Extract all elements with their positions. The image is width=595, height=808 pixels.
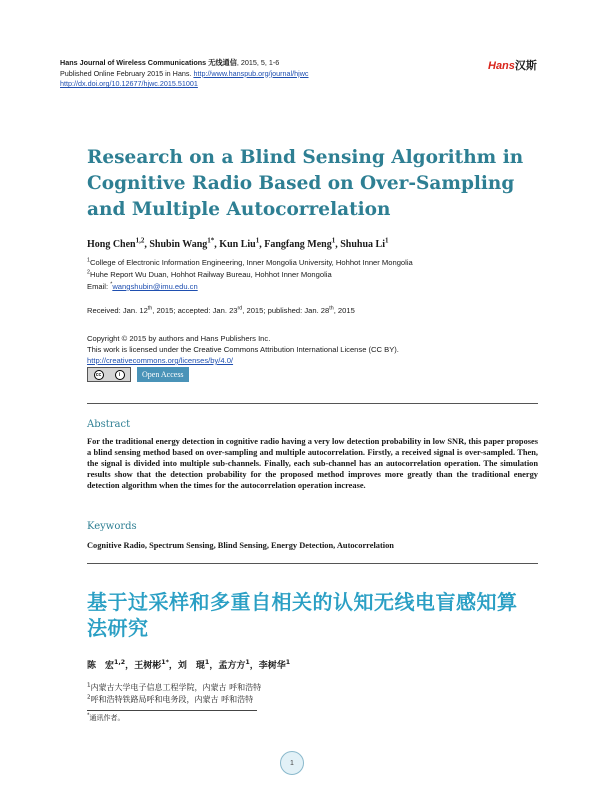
journal-name: Hans Journal of Wireless Communications bbox=[60, 58, 207, 67]
received-date: Received: Jan. 12 bbox=[87, 306, 148, 315]
chinese-affiliation-1 bbox=[87, 682, 261, 694]
author-affil-sup: 1* bbox=[161, 659, 169, 666]
author-affil-sup: 1* bbox=[207, 236, 215, 245]
published-online-text: Published Online February 2015 in Hans. bbox=[60, 68, 192, 78]
published-online-line bbox=[60, 69, 309, 80]
footnote-divider bbox=[87, 710, 257, 711]
license-link[interactable]: http://creativecommons.org/licenses/by/4.0/ bbox=[87, 356, 234, 365]
affil-text: College of Electronic Information Engineering, Inner Mongolia University, Hohhot Inner Mongolia bbox=[89, 258, 413, 267]
chinese-affiliations bbox=[87, 682, 261, 706]
affil-sup: 2 bbox=[87, 694, 91, 701]
affil-sup: 2 bbox=[87, 269, 90, 276]
chinese-title: 基于过采样和多重自相关的认知无线电盲感知算法研究 bbox=[87, 590, 518, 640]
author-affil-sup: 1 bbox=[384, 236, 389, 245]
author-affil-sup: 1 bbox=[285, 659, 291, 666]
published-date: , 2015; published: Jan. 28 bbox=[242, 306, 330, 315]
affil-sup: 1 bbox=[87, 682, 91, 689]
author-affil-sup: 1 bbox=[204, 659, 210, 666]
author-name: 刘 琨 bbox=[177, 661, 205, 671]
license-line: This work is licensed under the Creative Commons Attribution International License (CC BY). bbox=[87, 345, 399, 354]
author-affil-sup: 1,2 bbox=[114, 659, 126, 666]
paper-title: Research on a Blind Sensing Algorithm in Cognitive Radio Based on Over-Sampling and Multiple Autocorrelation bbox=[87, 147, 524, 220]
chinese-affiliation-2 bbox=[87, 694, 261, 706]
email-line bbox=[87, 281, 413, 293]
affil-text: Huhe Report Wu Duan, Hohhot Railway Bureau, Hohhot Inner Mongolia bbox=[89, 270, 332, 279]
section-divider bbox=[87, 403, 538, 404]
doi-line bbox=[60, 79, 309, 90]
date-sup: th bbox=[147, 305, 153, 312]
cc-by-badge[interactable] bbox=[87, 367, 131, 382]
logo-cn: 汉斯 bbox=[514, 60, 537, 72]
date-sup: rd bbox=[237, 305, 243, 312]
author-name: Hong Chen bbox=[87, 239, 136, 250]
publisher-logo bbox=[488, 57, 537, 73]
affiliation-1 bbox=[87, 257, 413, 269]
email-label: Email: bbox=[87, 282, 109, 291]
author-name: 王树彬 bbox=[134, 661, 162, 671]
footnote-text: 通讯作者。 bbox=[89, 714, 125, 722]
affiliations bbox=[87, 257, 413, 293]
corresponding-author-footnote bbox=[87, 713, 124, 723]
section-divider bbox=[87, 563, 538, 564]
author-name: Shubin Wang bbox=[149, 239, 208, 250]
accepted-date: , 2015; accepted: Jan. 23 bbox=[152, 306, 238, 315]
author-name: 李树华 bbox=[258, 661, 286, 671]
abstract-text: For the traditional energy detection in cognitive radio having a very low detection probability in low SNR, this paper proposes a blind sensing method based on over-sampling and multiple autocorrelation. Firstly, a received signal is over-sampled. Then, the signal is divided into multiple sub-channels. Finally, each sub-channel has an autocorrelation operation. The simulation results show that the detection probability for the proposed method improves more greatly than the traditional energy detection algorithm when the times for the autocorrelation operation increase. bbox=[87, 437, 538, 491]
abstract-heading: Abstract bbox=[87, 419, 131, 430]
affil-text: 内蒙古大学电子信息工程学院，内蒙古 呼和浩特 bbox=[90, 683, 262, 692]
open-access-badge[interactable]: Open Access bbox=[137, 367, 189, 382]
author-list: Hong Chen$^{1,2}$, Shubin Wang$^{1*}$, Kun Liu$^1$, Fangfang Meng$^1$, Shuhua Li$^1$ bbox=[87, 236, 389, 250]
keywords-heading: Keywords bbox=[87, 521, 137, 532]
doi-link[interactable]: http://dx.doi.org/10.12677/hjwc.2015.51001 bbox=[60, 79, 198, 88]
logo-brand: Hans bbox=[488, 60, 515, 72]
license-badges bbox=[87, 367, 189, 382]
copyright-line: Copyright © 2015 by authors and Hans Publishers Inc. bbox=[87, 334, 271, 343]
copyright-block bbox=[87, 333, 399, 366]
author-name: 孟方方 bbox=[218, 661, 246, 671]
author-name: 陈 宏 bbox=[87, 661, 115, 671]
affil-text: 呼和浩特铁路局呼和电务段，内蒙古 呼和浩特 bbox=[90, 695, 254, 704]
page-number: 1 bbox=[280, 751, 304, 775]
author-name: Shuhua Li bbox=[340, 239, 385, 250]
author-affil-sup: 1 bbox=[331, 236, 336, 245]
affil-sup: 1 bbox=[87, 257, 90, 264]
cc-icon: cc bbox=[94, 370, 104, 380]
date-sup: th bbox=[329, 305, 334, 312]
attribution-icon: i bbox=[115, 370, 125, 380]
keywords-text: Cognitive Radio, Spectrum Sensing, Blind Sensing, Energy Detection, Autocorrelation bbox=[87, 541, 394, 550]
affiliation-2 bbox=[87, 269, 413, 281]
author-affil-sup: 1 bbox=[255, 236, 260, 245]
footnote-sup: * bbox=[87, 712, 90, 719]
journal-citation-line bbox=[60, 58, 309, 69]
journal-issue: , 2015, 5, 1-6 bbox=[236, 58, 280, 67]
chinese-author-list: 陈 宏$^{1,2}$，王树彬$^{1*}$，刘 琨$^1$，孟方方$^1$，李树华$^1$ bbox=[87, 659, 291, 671]
author-affil-sup: 1 bbox=[245, 659, 250, 666]
author-affil-sup: 1,2 bbox=[135, 236, 145, 245]
journal-name-cn: 无线通信 bbox=[208, 58, 237, 67]
publication-dates bbox=[87, 306, 355, 315]
date-tail: , 2015 bbox=[333, 306, 355, 315]
email-link[interactable]: wangshubin@imu.edu.cn bbox=[112, 282, 198, 291]
author-name: Fangfang Meng bbox=[264, 239, 332, 250]
journal-url-link[interactable]: http://www.hanspub.org/journal/hjwc bbox=[193, 68, 309, 78]
email-sup: * bbox=[110, 281, 113, 288]
author-name: Kun Liu bbox=[219, 239, 256, 250]
journal-header bbox=[60, 58, 309, 90]
